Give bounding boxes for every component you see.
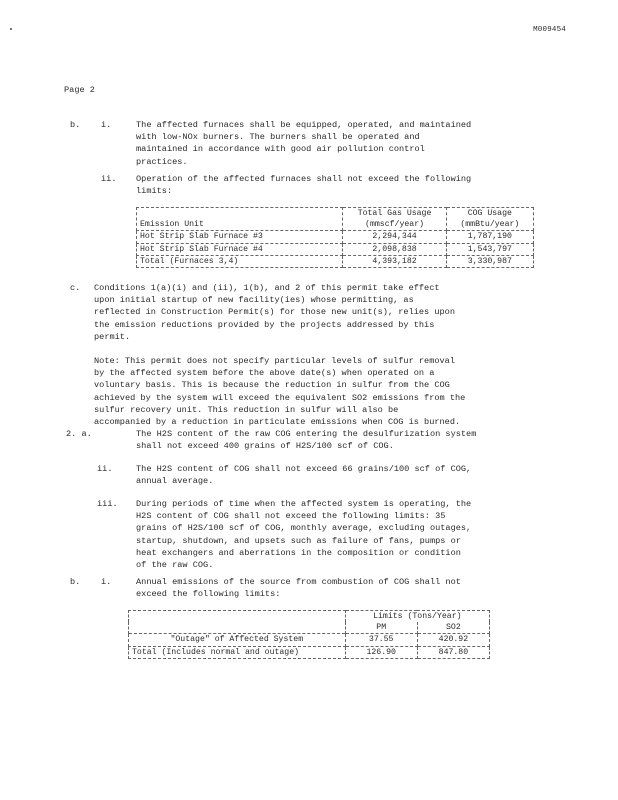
text-line: practices. xyxy=(136,156,188,167)
table-row xyxy=(137,231,534,243)
cell-unit: Hot Strip Slab Furnace #3 xyxy=(137,231,343,243)
text-line: limits: xyxy=(136,186,173,197)
header-pm: PM xyxy=(345,622,417,634)
item-ii-label: ii. xyxy=(101,174,117,184)
section-2a-label: 2. a. xyxy=(66,429,92,439)
item-2b-i-text xyxy=(136,576,534,600)
text-line: Note: This permit does not specify particular levels of sulfur removal xyxy=(94,356,455,367)
cell-unit: Total (Furnaces 3,4) xyxy=(137,255,343,267)
text-line: of the raw COG. xyxy=(136,560,214,571)
text-line: by the affected system before the above date(s) when operated on a xyxy=(94,368,435,379)
item-2a-iii-text xyxy=(136,498,534,571)
text-line: Conditions 1(a)(i) and (ii), 1(b), and 2 of this permit take effect xyxy=(94,283,440,293)
text-line: heat exchangers and aberrations in the composition or condition xyxy=(136,547,461,558)
text-line: exceed the following limits: xyxy=(136,589,281,600)
item-i-label: i. xyxy=(101,120,112,130)
text-line: with low-NOx burners. The burners shall be operated and xyxy=(136,132,420,143)
text-line: The H2S content of the raw COG entering the desulfurization system xyxy=(136,429,477,439)
header-blank xyxy=(129,611,346,634)
item-2a-i-text xyxy=(136,428,534,452)
text-line: grains of H2S/100 scf of COG, monthly average, excluding outages, xyxy=(136,523,472,534)
scan-speck xyxy=(10,28,12,30)
text-line: Annual emissions of the source from combustion of COG shall not xyxy=(136,577,461,587)
section-c-text xyxy=(94,282,534,428)
text-line: The H2S content of COG shall not exceed 66 grains/100 scf of COG, xyxy=(136,464,472,474)
header-line: (mmBtu/year) xyxy=(460,220,520,230)
text-line: the emission reductions provided by the projects addressed by this xyxy=(94,319,435,330)
item-2a-ii-text xyxy=(136,463,534,487)
section-c-label: c. xyxy=(70,283,81,293)
section-c-paragraph xyxy=(94,282,534,343)
text-line: sulfur recovery unit. This reduction in sulfur will also be xyxy=(94,404,399,415)
item-2b-i-label: i. xyxy=(101,577,112,587)
text-line: accompanied by a reduction in particulate emissions when COG is burned. xyxy=(94,417,461,428)
item-2a-iii-label: iii. xyxy=(97,499,118,509)
cell-pm: 126.90 xyxy=(345,646,417,658)
section-b-label: b. xyxy=(70,120,81,130)
furnace-limits-table xyxy=(136,207,534,268)
text-line: shall not exceed 400 grains of H2S/100 scf of COG. xyxy=(136,441,394,452)
cell-gas: 2,294,344 xyxy=(343,231,446,243)
note-paragraph xyxy=(94,355,534,428)
cell-so2: 420.92 xyxy=(417,634,489,646)
header-total-gas xyxy=(343,208,446,231)
table-row xyxy=(129,646,490,658)
item-ii-text xyxy=(136,173,534,197)
table-row xyxy=(137,255,534,267)
header-line: Total Gas Usage xyxy=(357,209,432,218)
table-header-row xyxy=(137,208,534,231)
text-line: upon initial startup of new facility(ies) whose permitting, as xyxy=(94,295,414,306)
text-line: During periods of time when the affected system is operating, the xyxy=(136,499,472,509)
text-line: Operation of the affected furnaces shall not exceed the following xyxy=(136,174,472,184)
cell-pm: 37.55 xyxy=(345,634,417,646)
cell-gas: 4,393,182 xyxy=(343,255,446,267)
header-cog-usage xyxy=(446,208,533,231)
cell-cog: 3,330,987 xyxy=(446,255,533,267)
cell-label: "Outage" of Affected System xyxy=(129,634,346,646)
cell-cog: 1,543,797 xyxy=(446,243,533,255)
header-emission-unit: Emission Unit xyxy=(137,208,343,231)
emission-limits-table xyxy=(128,610,490,659)
text-line: reflected in Construction Permit(s) for those new unit(s), relies upon xyxy=(94,307,455,318)
header-line: COG Usage xyxy=(467,209,512,218)
text-line: voluntary basis. This is because the reduction in sulfur from the COG xyxy=(94,380,450,391)
text-line: startup, shutdown, and upsets such as failure of fans, pumps or xyxy=(136,535,461,546)
item-2a-ii-label: ii. xyxy=(97,464,113,474)
table-row xyxy=(129,634,490,646)
text-line: H2S content of COG shall not exceed the following limits: 35 xyxy=(136,511,446,522)
table-header-row xyxy=(129,611,490,623)
cell-label: Total (Includes normal and outage) xyxy=(129,646,346,658)
document-id: M009454 xyxy=(533,26,566,34)
cell-so2: 847.80 xyxy=(417,646,489,658)
text-line: permit. xyxy=(94,331,131,342)
cell-cog: 1,787,190 xyxy=(446,231,533,243)
item-i-text xyxy=(136,119,534,168)
table-row xyxy=(137,243,534,255)
cell-gas: 2,098,838 xyxy=(343,243,446,255)
text-line: annual average. xyxy=(136,476,214,487)
page-label: Page 2 xyxy=(64,85,95,95)
text-line: maintained in accordance with good air pollution control xyxy=(136,144,425,155)
cell-unit: Hot Strip Slab Furnace #4 xyxy=(137,243,343,255)
section-2b-label: b. xyxy=(70,577,81,587)
header-so2: SO2 xyxy=(417,622,489,634)
text-line: The affected furnaces shall be equipped, operated, and maintained xyxy=(136,120,472,130)
header-limits: Limits (Tons/Year) xyxy=(345,611,489,623)
header-line: (mmscf/year) xyxy=(365,220,425,230)
text-line: achieved by the system will exceed the equivalent SO2 emissions from the xyxy=(94,392,466,403)
